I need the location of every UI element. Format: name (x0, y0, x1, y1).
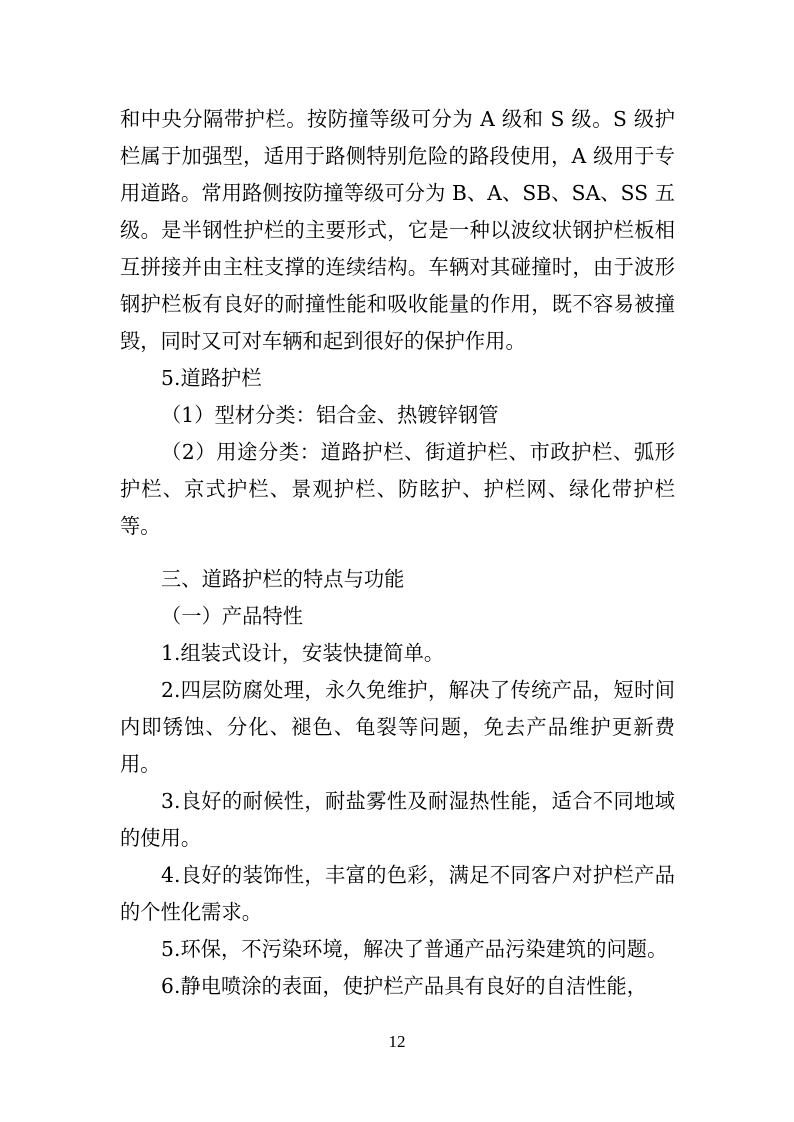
page-number: 12 (388, 1032, 406, 1051)
feature-item-6: 6.静电喷涂的表面，使护栏产品具有良好的自洁性能， (161, 974, 648, 998)
feature-item-4: 4.良好的装饰性，丰富的色彩，满足不同客户对护栏产品的个性化需求。 (120, 863, 675, 924)
paragraph-guardrail-grades: 和中央分隔带护栏。按防撞等级可分为 A 级和 S 级。S 级护栏属于加强型，适用于路侧特别危险的路段使用，A 级用于专用道路。常用路侧按防撞等级可分为 B、A、SB、SA、SS 五级。是半钢性护栏的主要形式，它是一种以波纹状钢护栏板相互拼接并由主柱支撑的连续结构。车辆对其碰撞时，由于波形钢护栏板有良好的耐撞性能和吸收能量的作用，既不容易被撞毁，同时又可对车辆和起到很好的保护作用。 (120, 107, 675, 353)
feature-item-2: 2.四层防腐处理，永久免维护，解决了传统产品，短时间内即锈蚀、分化、褪色、龟裂等问题，免去产品维护更新费用。 (120, 678, 675, 776)
feature-item-1: 1.组装式设计，安装快捷简单。 (161, 641, 445, 665)
body-text (120, 101, 675, 1005)
heading-road-guardrail: 5.道路护栏 (161, 366, 262, 390)
feature-item-5: 5.环保，不污染环境，解决了普通产品污染建筑的问题。 (161, 937, 668, 961)
subsection-heading-product-features: （一）产品特性 (161, 604, 304, 628)
section-heading-features: 三、道路护栏的特点与功能 (161, 567, 405, 591)
list-item-material: （1）型材分类：铝合金、热镀锌钢管 (161, 403, 499, 427)
feature-item-3: 3.良好的耐候性，耐盐雾性及耐湿热性能，适合不同地域的使用。 (120, 789, 675, 850)
list-item-usage: （2）用途分类：道路护栏、街道护栏、市政护栏、弧形护栏、京式护栏、景观护栏、防眩护、护栏网、绿化带护栏等。 (120, 440, 675, 538)
